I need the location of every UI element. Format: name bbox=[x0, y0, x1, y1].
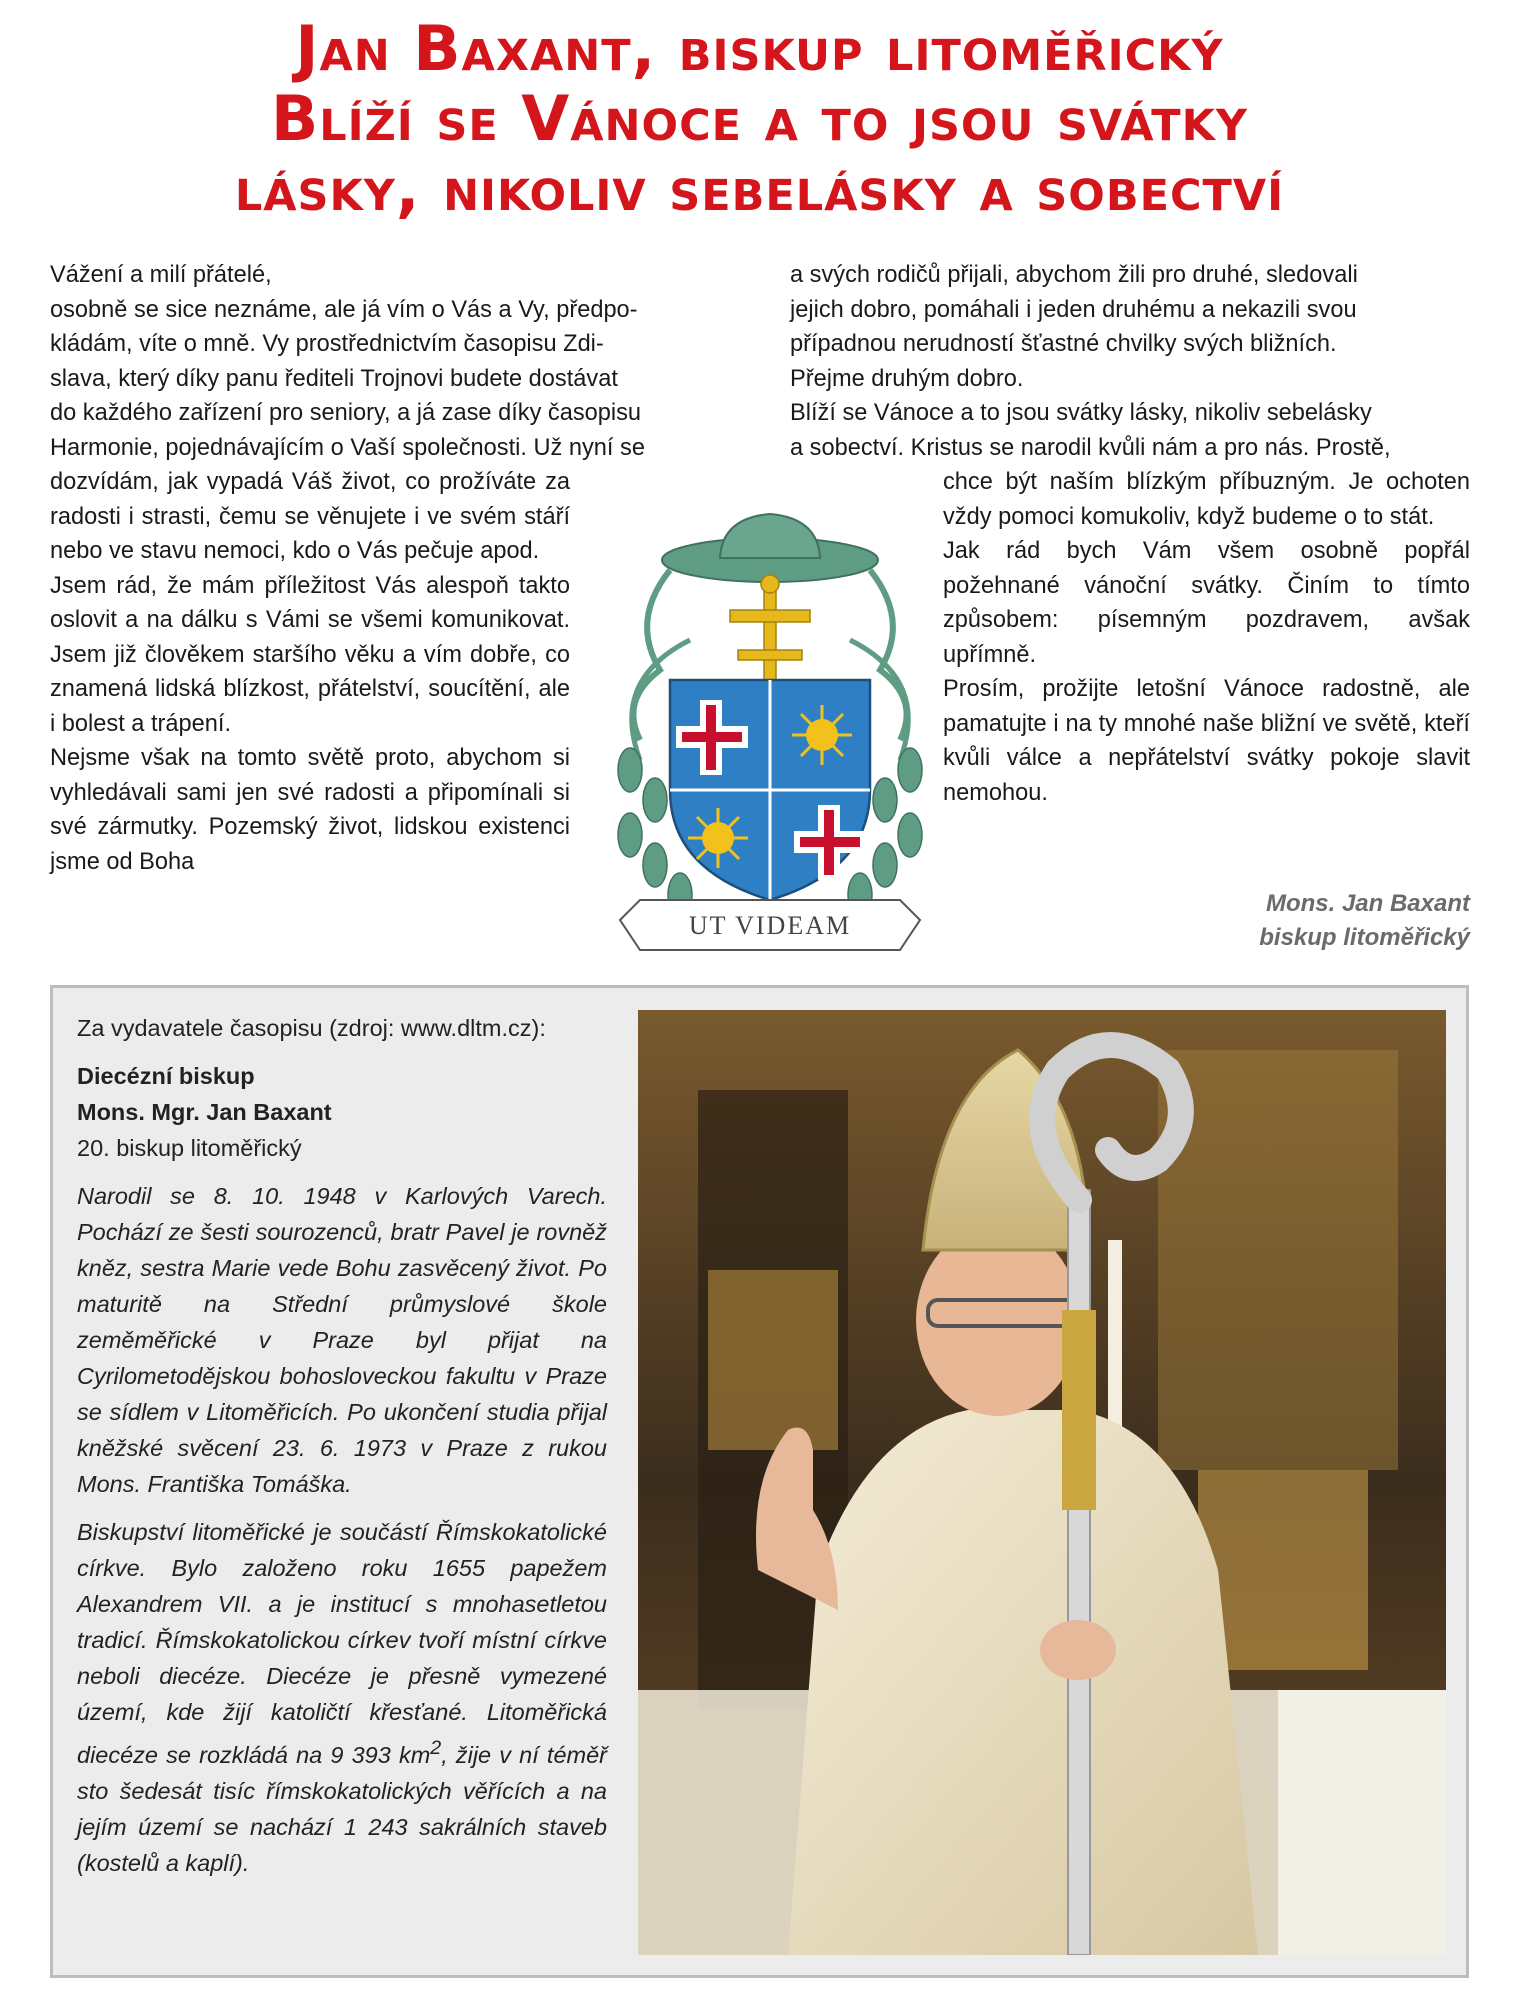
left-column-wrap bbox=[50, 465, 570, 879]
bishop-photo bbox=[638, 1010, 1446, 1955]
coat-of-arms bbox=[600, 500, 940, 970]
letter-paragraph: Jsem rád, že mám příležitost Vás alespoň takto oslovit a na dálku s Vámi se všemi komunikovat. Jsem již člověkem staršího věku a vím dobře, co znamená lidská blízkost, přátelství, soucítění, ale i bolest a trápení. bbox=[50, 572, 570, 737]
signature-title: biskup litoměřický bbox=[1259, 924, 1470, 951]
right-column-wrap bbox=[943, 465, 1470, 810]
letter-line: Blíží se Vánoce a to jsou svátky lásky, nikoliv sebelásky bbox=[790, 400, 1372, 426]
headline bbox=[30, 14, 1489, 224]
superscript: 2 bbox=[430, 1737, 442, 1759]
letter-line: Přejme druhým dobro. bbox=[790, 365, 1024, 392]
letter-line: Vážení a milí přátelé, bbox=[50, 262, 272, 288]
bishop-role: Diecézní biskup bbox=[77, 1063, 255, 1089]
bishop-name: Mons. Mgr. Jan Baxant bbox=[77, 1099, 332, 1125]
source-line: Za vydavatele časopisu (zdroj: www.dltm.cz): bbox=[77, 1015, 546, 1041]
letter-line: osobně se sice neznáme, ale já vím o Vás a Vy, předpo- bbox=[50, 296, 638, 323]
letter-paragraph: Jak rád bych Vám všem osobně popřál požehnané vánoční svátky. Činím to tímto způsobem: písemným pozdravem, avšak upřímně. bbox=[943, 538, 1470, 668]
bishop-order: 20. biskup litoměřický bbox=[77, 1135, 302, 1161]
letter-line: jejich dobro, pomáhali i jeden druhému a nekazili svou bbox=[790, 296, 1357, 323]
letter-line: do každého zařízení pro seniory, a já zase díky časopisu bbox=[50, 400, 642, 426]
letter-paragraph: dozvídám, jak vypadá Váš život, co prožíváte za radosti i strasti, čemu se věnujete i ve svém stáří nebo ve stavu nemoci, kdo o Vás pečuje apod. bbox=[50, 469, 570, 564]
letter-paragraph: chce být naším blízkým příbuzným. Je ochoten vždy pomoci komukoliv, když budeme o to stát. bbox=[943, 469, 1470, 530]
letter-line: případnou nerudností šťastné chvilky svých bližních. bbox=[790, 331, 1337, 357]
bio-paragraph-2-start: Biskupství litoměřické je součástí Římskokatolické církve. Bylo založeno roku 1655 papežem Alexandrem VII. a je institucí s mnohasetletou tradicí. Římskokatolickou církev tvoří místní církve neboli diecéze. Diecéze je přesně vymezené území, kde žijí katoličtí křesťané. Litoměřická diecéze se rozkládá na 9 393 km bbox=[77, 1519, 607, 1768]
headline-line-1: Jan Baxant, biskup litoměřický bbox=[295, 12, 1224, 85]
left-column-top bbox=[50, 258, 777, 465]
bio-infobox bbox=[50, 985, 1469, 1978]
letter-line: a sobectví. Kristus se narodil kvůli nám a pro nás. Prostě, bbox=[790, 434, 1391, 461]
bio-paragraph-1: Narodil se 8. 10. 1948 v Karlových Varech. Pochází ze šesti sourozenců, bratr Pavel je rovněž kněz, sestra Marie vede Bohu zasvěcený život. Po maturitě na Střední průmyslové škole zeměměřické v Praze byl přijat na Cyrilometodějskou bohosloveckou fakultu v Praze se sídlem v Litoměřicích. Po ukončení studia přijal kněžské svěcení 23. 6. 1973 v Praze z rukou Mons. Františka Tomáška. bbox=[77, 1183, 607, 1497]
signature-name: Mons. Jan Baxant bbox=[1265, 890, 1470, 917]
signature bbox=[1000, 887, 1470, 955]
letter-line: slava, který díky panu řediteli Trojnovi budete dostávat bbox=[50, 365, 618, 392]
letter-paragraph: Nejsme však na tomto světě proto, abychom si vyhledávali sami jen své radosti a připomínali si své zármutky. Pozemský život, lidskou existenci jsme od Boha bbox=[50, 745, 570, 875]
letter-line: Harmonie, pojednávajícím o Vaší společnosti. Už nyní se bbox=[50, 434, 645, 461]
motto-text: UT VIDEAM bbox=[688, 911, 852, 940]
headline-line-3: lásky, nikoliv sebelásky a sobectví bbox=[234, 152, 1285, 225]
bio-paragraph-2-end: , žije v ní téměř sto šedesát tisíc římskokatolických věřících a na jejím území se nachází 1 243 sakrálních staveb (kostelů a kaplí). bbox=[77, 1741, 607, 1876]
right-column-top bbox=[790, 258, 1470, 465]
bio-text bbox=[77, 1010, 607, 1881]
letter-line: kládám, víte o mně. Vy prostřednictvím časopisu Zdi- bbox=[50, 331, 604, 357]
bio-paragraph-2 bbox=[77, 1514, 607, 1881]
letter-paragraph: Prosím, prožijte letošní Vánoce radostně, ale pamatujte i na ty mnohé naše bližní ve světě, kteří kvůli válce a nepřátelství svátky pokoje slavit nemohou. bbox=[943, 676, 1470, 806]
letter-line: a svých rodičů přijali, abychom žili pro druhé, sledovali bbox=[790, 262, 1358, 288]
headline-line-2: Blíží se Vánoce a to jsou svátky bbox=[270, 82, 1249, 155]
